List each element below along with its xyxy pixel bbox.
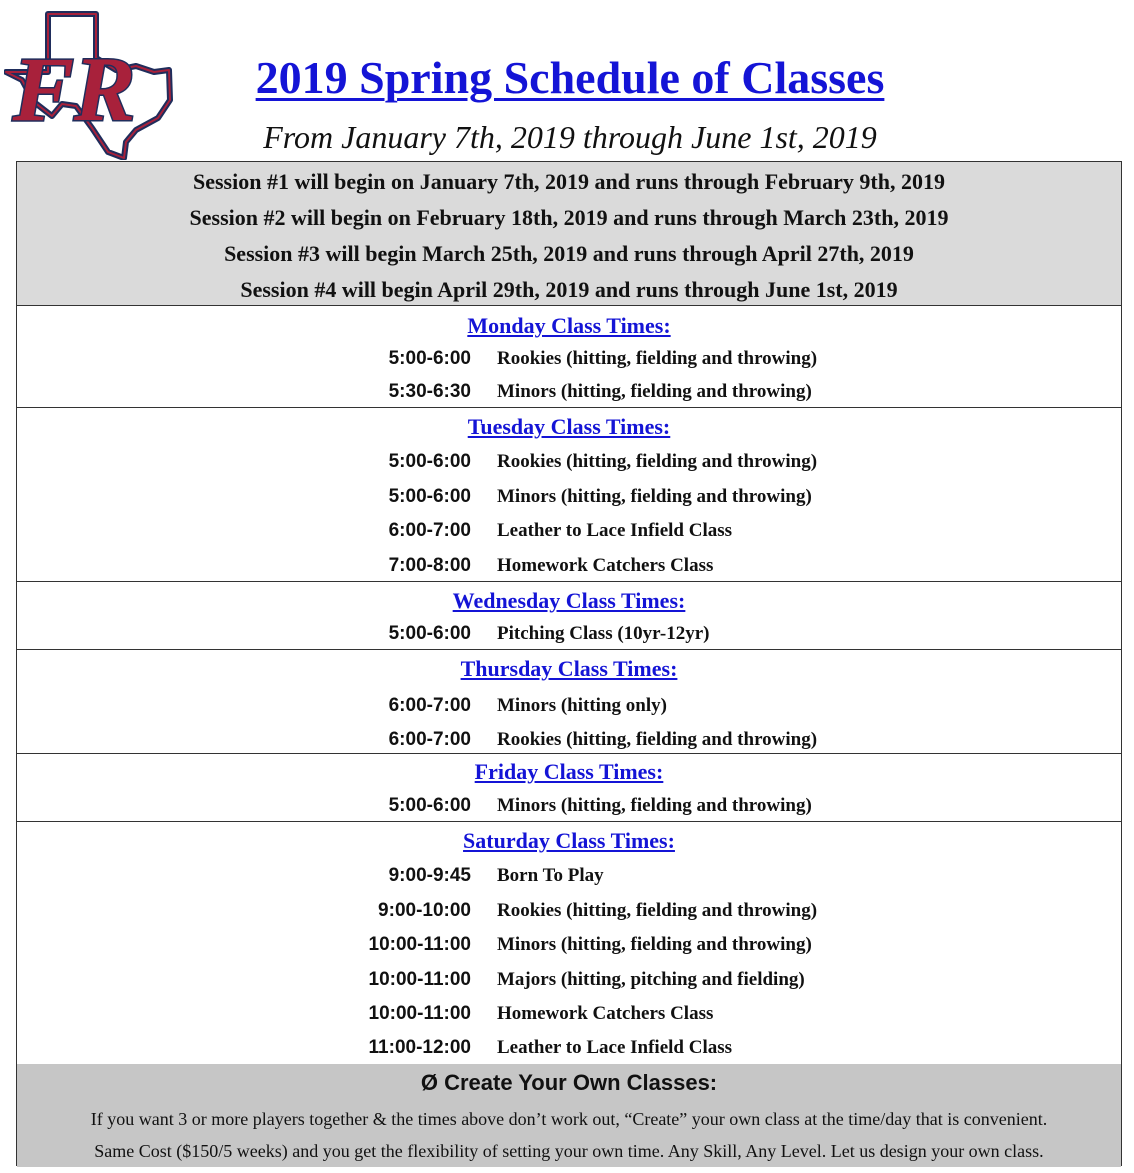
class-time: 10:00-11:00 <box>368 969 471 990</box>
day-heading-friday[interactable]: Friday Class Times: <box>474 759 664 784</box>
session-line-1: Session #1 will begin on January 7th, 2019 and runs through February 9th, 2019 <box>192 169 945 194</box>
class-time: 5:00-6:00 <box>388 795 471 816</box>
class-time: 5:00-6:00 <box>388 348 471 369</box>
class-name: Rookies (hitting, fielding and throwing) <box>497 900 818 921</box>
day-heading-monday[interactable]: Monday Class Times: <box>467 313 671 338</box>
class-row <box>17 792 1121 820</box>
day-heading-thursday[interactable]: Thursday Class Times: <box>460 656 678 681</box>
create-own-line-1: If you want 3 or more players together & the times above don’t work out, “Create” your own class at the time/day that is convenient. <box>90 1109 1048 1129</box>
class-time: 5:00-6:00 <box>388 486 471 507</box>
class-name: Rookies (hitting, fielding and throwing) <box>497 348 818 369</box>
day-heading-saturday[interactable]: Saturday Class Times: <box>463 828 675 853</box>
class-name: Minors (hitting, fielding and throwing) <box>497 486 812 507</box>
class-time: 9:00-9:45 <box>388 865 471 886</box>
class-time: 5:00-6:00 <box>388 623 471 644</box>
class-row <box>17 378 1121 406</box>
class-row <box>17 862 1121 890</box>
class-row <box>17 897 1121 925</box>
day-block-saturday <box>17 822 1121 1064</box>
create-own-line-2: Same Cost ($150/5 weeks) and you get the flexibility of setting your own time. Any Skill, Any Level. Let us design your own class. <box>94 1141 1044 1161</box>
class-name: Majors (hitting, pitching and fielding) <box>497 969 805 990</box>
class-row <box>17 620 1121 648</box>
class-row <box>17 726 1121 754</box>
class-row <box>17 1000 1121 1028</box>
class-name: Leather to Lace Infield Class <box>497 520 733 541</box>
class-name: Minors (hitting only) <box>497 695 667 716</box>
day-heading-tuesday[interactable]: Tuesday Class Times: <box>467 414 671 439</box>
class-row <box>17 517 1121 545</box>
sessions-block <box>17 162 1121 306</box>
fr-texas-logo <box>4 8 176 160</box>
class-row <box>17 931 1121 959</box>
class-row <box>17 345 1121 373</box>
class-time: 6:00-7:00 <box>388 729 471 750</box>
class-name: Minors (hitting, fielding and throwing) <box>497 795 812 816</box>
create-own-block <box>17 1064 1121 1167</box>
create-own-heading: Ø Create Your Own Classes: <box>420 1070 718 1095</box>
class-name: Homework Catchers Class <box>497 1003 714 1024</box>
day-block-thursday <box>17 650 1121 754</box>
class-time: 6:00-7:00 <box>388 695 471 716</box>
day-block-monday <box>17 306 1121 408</box>
page-title: 2019 Spring Schedule of Classes <box>255 52 885 103</box>
day-block-friday <box>17 754 1121 822</box>
class-name: Rookies (hitting, fielding and throwing) <box>497 451 818 472</box>
class-row <box>17 692 1121 720</box>
class-time: 9:00-10:00 <box>378 900 471 921</box>
class-time: 5:00-6:00 <box>388 451 471 472</box>
logo-monogram: FR <box>12 38 136 140</box>
class-name: Born To Play <box>497 865 604 886</box>
class-row <box>17 1034 1121 1062</box>
session-line-3: Session #3 will begin March 25th, 2019 and runs through April 27th, 2019 <box>224 241 914 266</box>
class-name: Homework Catchers Class <box>497 555 714 576</box>
class-name: Minors (hitting, fielding and throwing) <box>497 934 812 955</box>
day-heading-wednesday[interactable]: Wednesday Class Times: <box>452 588 686 613</box>
class-row <box>17 966 1121 994</box>
session-line-4: Session #4 will begin April 29th, 2019 and runs through June 1st, 2019 <box>240 277 898 302</box>
page-subtitle: From January 7th, 2019 through June 1st, 2019 <box>263 119 877 155</box>
class-name: Rookies (hitting, fielding and throwing) <box>497 729 818 750</box>
class-time: 6:00-7:00 <box>388 520 471 541</box>
session-line-2: Session #2 will begin on February 18th, 2019 and runs through March 23th, 2019 <box>189 205 949 230</box>
class-time: 11:00-12:00 <box>368 1037 471 1058</box>
class-row <box>17 448 1121 476</box>
schedule-table <box>16 161 1122 1166</box>
class-time: 10:00-11:00 <box>368 1003 471 1024</box>
class-time: 7:00-8:00 <box>388 555 471 576</box>
class-name: Pitching Class (10yr-12yr) <box>497 623 710 644</box>
day-block-wednesday <box>17 582 1121 650</box>
class-row <box>17 552 1121 580</box>
class-row <box>17 483 1121 511</box>
class-name: Leather to Lace Infield Class <box>497 1037 733 1058</box>
class-time: 5:30-6:30 <box>388 381 471 402</box>
day-block-tuesday <box>17 408 1121 582</box>
class-time: 10:00-11:00 <box>368 934 471 955</box>
class-name: Minors (hitting, fielding and throwing) <box>497 381 812 402</box>
